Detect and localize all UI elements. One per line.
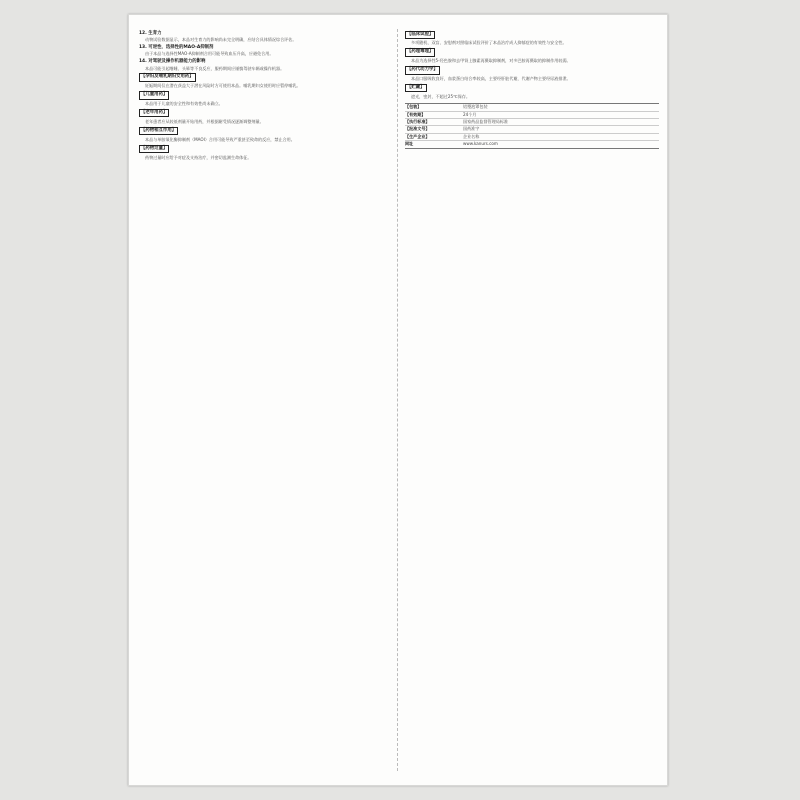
info-row [405,134,659,141]
section-heading: 【药理毒理】 [405,48,435,56]
left-section [139,108,391,126]
section-heading: 【老年用药】 [139,109,169,117]
left-section [139,143,391,161]
left-section [139,72,391,90]
info-row [405,104,659,111]
section-text: 遮光，密封，不超过25℃保存。 [411,93,470,99]
left-section [139,125,391,143]
info-value: 24个月 [463,111,477,117]
left-column [139,29,391,775]
product-info-table [405,103,659,148]
section-text: 本品口服吸收良好，血浆蛋白结合率较高，主要经肝脏代谢，代谢产物主要经尿液排泄。 [411,76,571,82]
right-column [405,29,659,775]
right-section [405,82,659,100]
left-section [139,59,391,72]
info-value: 企业名称 [463,133,480,139]
section-text: 本品用于儿童的安全性和有效性尚未确立。 [145,101,223,107]
section-heading: 【药物过量】 [139,145,169,153]
info-row [405,126,659,133]
section-text: 本品为选择性5-羟色胺和去甲肾上腺素再摄取抑制剂，对多巴胺再摄取的抑制作用较弱。 [411,58,571,64]
section-text: 药物过量时应给予对症及支持治疗，并密切监测生命体征。 [145,154,252,160]
section-text: 本品与单胺氧化酶抑制剂（MAOI）合用可能导致严重甚至致命的反应，禁止合用。 [145,136,295,142]
right-section [405,29,659,47]
left-section [139,45,391,58]
section-heading: 【药代动力学】 [405,66,440,74]
left-section [139,31,391,44]
info-value: www.kanurs.com [463,141,498,147]
section-text: 多项随机、双盲、安慰剂对照临床试验评价了本品治疗成人抑郁症的有效性与安全性。 [411,40,567,46]
right-section [405,65,659,83]
column-divider [397,29,398,771]
info-value: 铝塑泡罩包装 [463,104,488,110]
section-text: 动物试验数据显示，本品对生育力的影响尚未完全明确，应结合具体情况综合评估。 [145,36,297,42]
info-row [405,112,659,119]
section-heading: 【药物相互作用】 [139,127,178,135]
info-label: 【执行标准】 [405,119,430,125]
section-heading: 14. 对驾驶及操作机器能力的影响 [139,59,206,65]
section-heading: 12. 生育力 [139,30,162,36]
section-text: 老年患者应从较低剂量开始用药，并根据耐受情况逐渐调整剂量。 [145,118,264,124]
info-label: 网址 [405,141,414,147]
info-value: 国家药品监督管理局标准 [463,119,509,125]
section-heading: 【儿童用药】 [139,91,169,99]
section-heading: 13. 可逆性、选择性的MAO-A抑制剂 [139,44,214,50]
info-label: 【有效期】 [405,111,426,117]
left-section [139,90,391,108]
info-label: 【包装】 [405,104,422,110]
info-label: 【生产企业】 [405,133,430,139]
section-text: 本品可能引起嗜睡、头晕等不良反应，服药期间应谨慎驾驶车辆或操作机器。 [145,65,285,71]
info-label: 【批准文号】 [405,126,430,132]
info-row [405,141,659,147]
package-insert-sheet [128,14,668,786]
info-value: 国药准字 [463,126,480,132]
section-heading: 【孕妇及哺乳期妇女用药】 [139,73,196,81]
right-section [405,47,659,65]
section-text: 由于本品与选择性MAO-A抑制剂合用可能导致血压升高，应避免合用。 [145,51,274,57]
section-text: 妊娠期间仅在潜在获益大于潜在风险时方可使用本品。哺乳期妇女使用时应暂停哺乳。 [145,83,301,89]
section-heading: 【临床试验】 [405,31,435,39]
info-row [405,119,659,126]
section-heading: 【贮藏】 [405,84,427,92]
